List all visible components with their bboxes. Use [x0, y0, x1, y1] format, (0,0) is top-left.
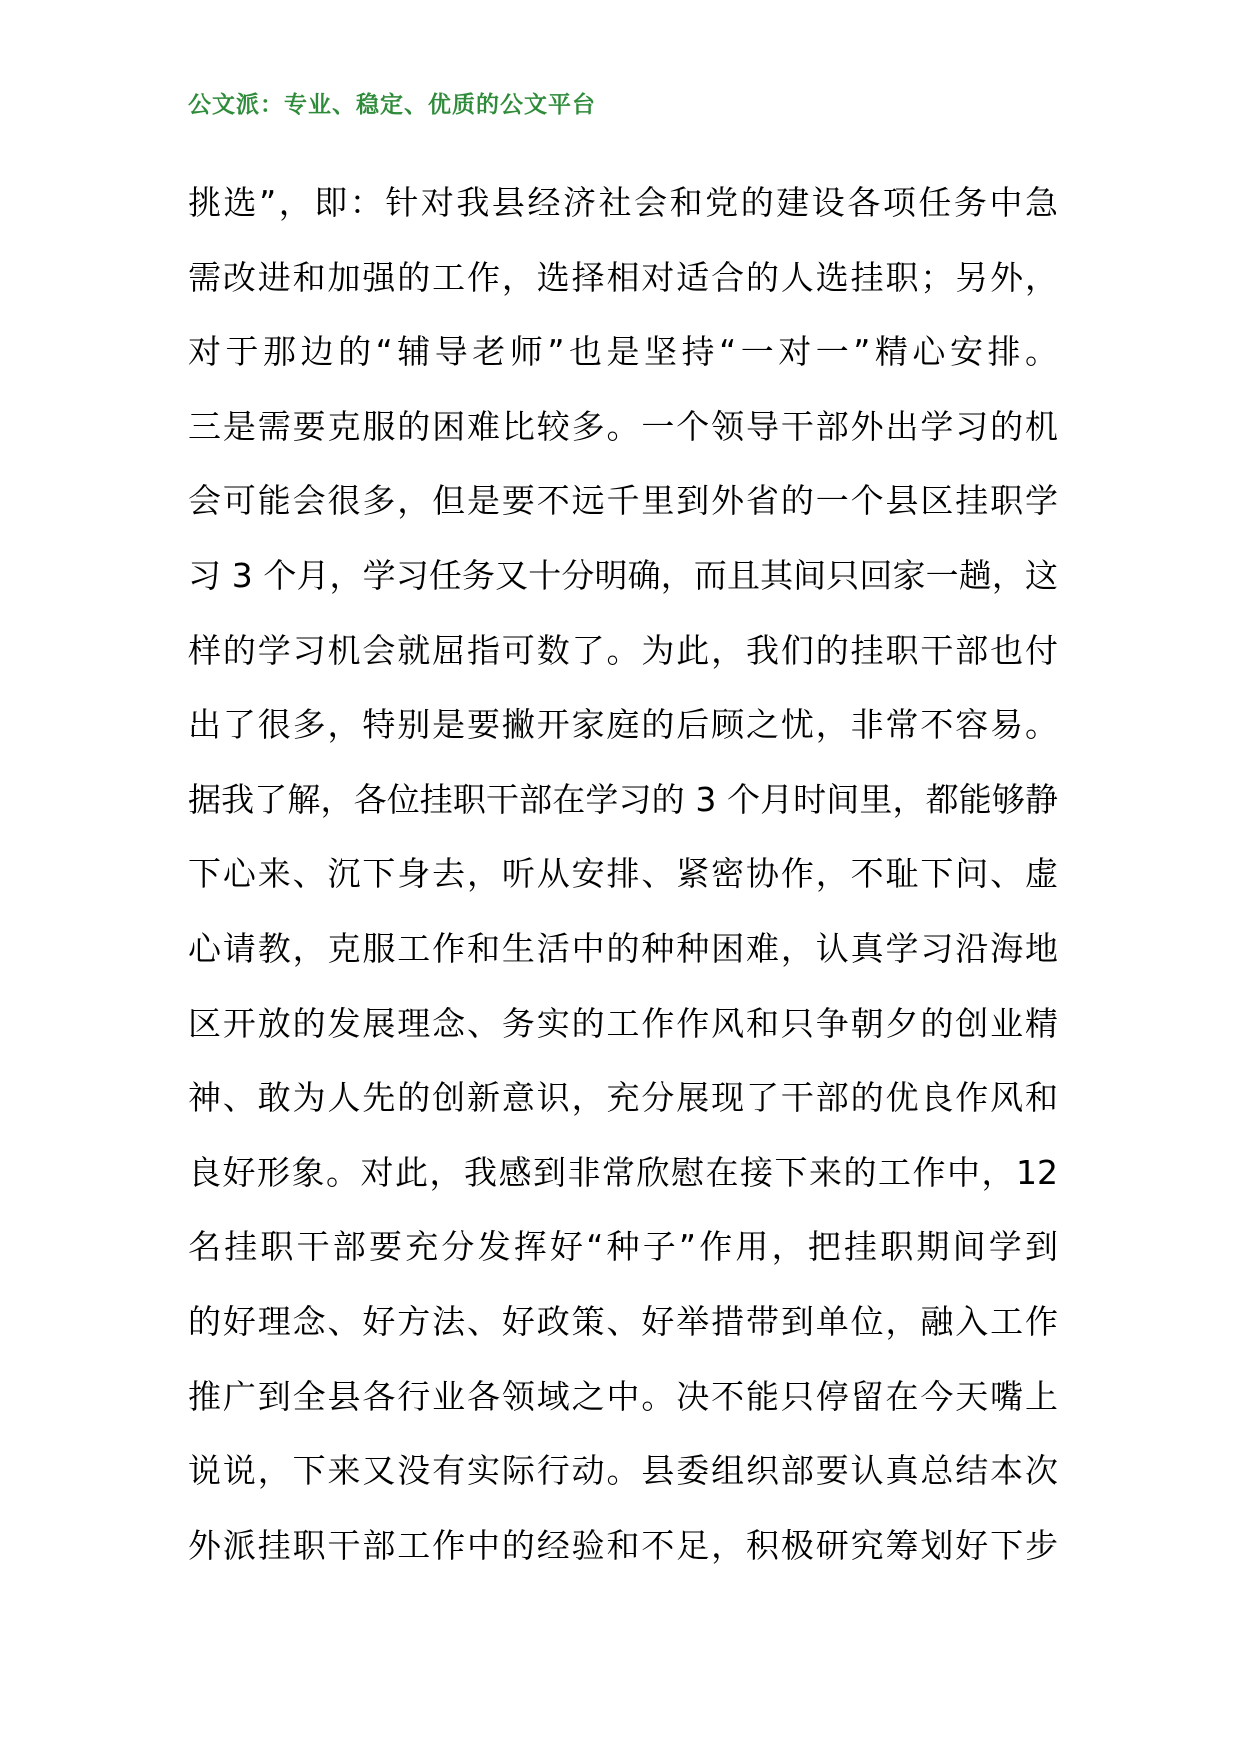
- text-line: 心请教，克服工作和生活中的种种困难，认真学习沿海地: [188, 928, 1058, 968]
- body-text: [188, 166, 1058, 1583]
- text-line: 三是需要克服的困难比较多。一个领导干部外出学习的机: [188, 406, 1058, 446]
- page-header: 公文派：专业、稳定、优质的公文平台: [188, 92, 596, 118]
- text-line: 样的学习机会就屈指可数了。为此，我们的挂职干部也付: [188, 630, 1058, 670]
- text-line: 会可能会很多，但是要不远千里到外省的一个县区挂职学: [188, 481, 1058, 521]
- text-line: 良好形象。对此，我感到非常欣慰在接下来的工作中，12: [188, 1152, 1058, 1192]
- text-line: 区开放的发展理念、务实的工作作风和只争朝夕的创业精: [188, 1003, 1058, 1043]
- text-line: 对于那边的“辅导老师”也是坚持“一对一”精心安排。: [188, 332, 1058, 372]
- text-line: 出了很多，特别是要撇开家庭的后顾之忧，非常不容易。: [188, 705, 1058, 745]
- text-line: 挑选”，即：针对我县经济社会和党的建设各项任务中急: [188, 183, 1058, 222]
- text-line: 推广到全县各行业各领域之中。决不能只停留在今天嘴上: [188, 1376, 1058, 1416]
- text-line: 外派挂职干部工作中的经验和不足，积极研究筹划好下步: [188, 1525, 1058, 1565]
- text-line: 习 3 个月，学习任务又十分明确，而且其间只回家一趟，这: [188, 555, 1058, 595]
- text-line: 据我了解，各位挂职干部在学习的 3 个月时间里，都能够静: [188, 779, 1058, 819]
- text-line: 说说，下来又没有实际行动。县委组织部要认真总结本次: [188, 1451, 1058, 1491]
- text-line: 需改进和加强的工作，选择相对适合的人选挂职；另外，: [188, 257, 1058, 297]
- text-line: 名挂职干部要充分发挥好“种子”作用，把挂职期间学到: [188, 1227, 1058, 1267]
- text-line: 的好理念、好方法、好政策、好举措带到单位，融入工作: [188, 1301, 1058, 1341]
- text-line: 下心来、沉下身去，听从安排、紧密协作，不耻下问、虚: [188, 854, 1058, 894]
- text-line: 神、敢为人先的创新意识，充分展现了干部的优良作风和: [188, 1078, 1058, 1118]
